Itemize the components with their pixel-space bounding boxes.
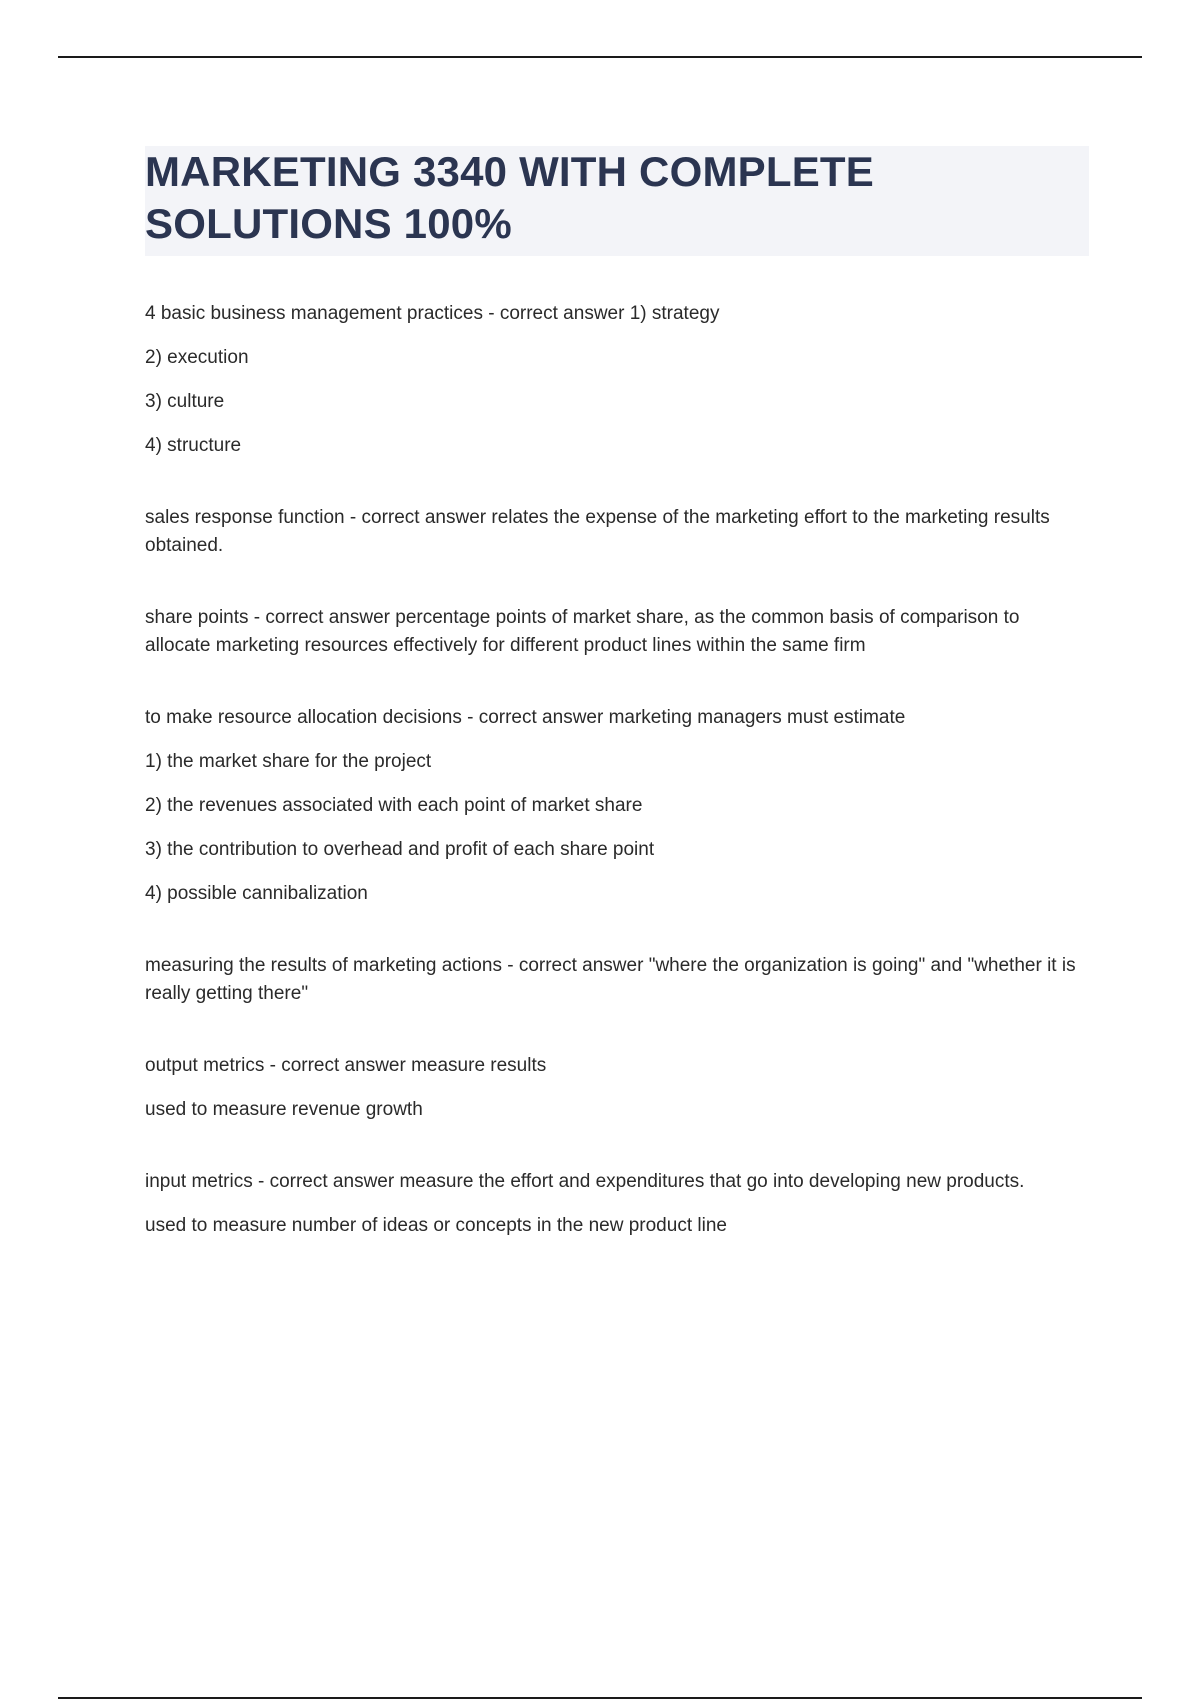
qa-entry bbox=[145, 300, 1089, 460]
qa-entry bbox=[145, 504, 1089, 560]
entry-line: measuring the results of marketing actions - correct answer "where the organization is going" and "whether it is really getting there" bbox=[145, 955, 1076, 1004]
entry-line: 1) the market share for the project bbox=[145, 751, 432, 772]
entry-line: used to measure number of ideas or concepts in the new product line bbox=[145, 1215, 727, 1236]
qa-entry bbox=[145, 1052, 1089, 1124]
entry-line: output metrics - correct answer measure results bbox=[145, 1055, 547, 1076]
entry-line: to make resource allocation decisions - correct answer marketing managers must estimate bbox=[145, 707, 906, 728]
entry-line: 4) structure bbox=[145, 435, 242, 456]
entry-line: 4) possible cannibalization bbox=[145, 883, 368, 904]
document-title: MARKETING 3340 WITH COMPLETE SOLUTIONS 100% bbox=[145, 148, 874, 247]
entry-line: input metrics - correct answer measure the effort and expenditures that go into developing new products. bbox=[145, 1171, 1025, 1192]
document-body bbox=[145, 146, 1089, 1284]
qa-entry bbox=[145, 604, 1089, 660]
qa-entry bbox=[145, 952, 1089, 1008]
entry-line: 3) the contribution to overhead and profit of each share point bbox=[145, 839, 655, 860]
qa-entry bbox=[145, 1168, 1089, 1240]
entry-line: used to measure revenue growth bbox=[145, 1099, 423, 1120]
entry-line: share points - correct answer percentage points of market share, as the common basis of comparison to allocate marketing resources effectively for different product lines within the same firm bbox=[145, 607, 1020, 656]
bottom-rule bbox=[58, 1697, 1142, 1699]
entry-line: 2) execution bbox=[145, 347, 249, 368]
entry-line: 2) the revenues associated with each point of market share bbox=[145, 795, 643, 816]
entry-line: 4 basic business management practices - correct answer 1) strategy bbox=[145, 303, 720, 324]
entry-line: sales response function - correct answer relates the expense of the marketing effort to the marketing results obtained. bbox=[145, 507, 1050, 556]
entry-line: 3) culture bbox=[145, 391, 225, 412]
top-rule bbox=[58, 56, 1142, 58]
title-block bbox=[145, 146, 1089, 256]
qa-entry bbox=[145, 704, 1089, 908]
